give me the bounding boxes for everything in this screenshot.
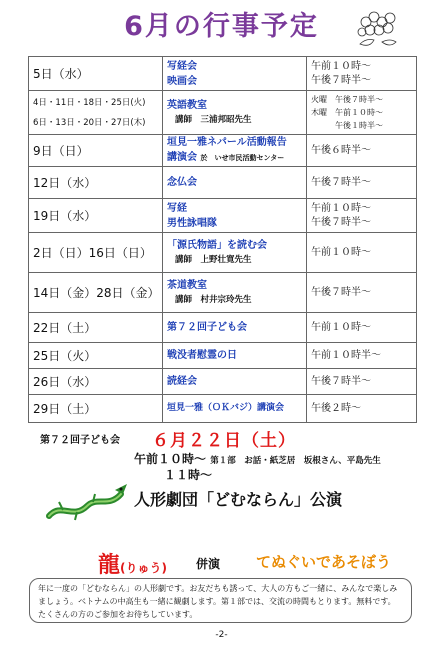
table-row (29, 135, 417, 167)
event-cell: 英語教室 講師 三浦邦昭先生 (163, 91, 307, 135)
notice-box: 年に一度の「どむならん」の人形劇です。お友だちも誘って、大人の方もご一緒に、みんなで楽しみましょう。ベトナムの中高生も一緒に観劇します。第１部では、交流の時間もとります。無料です。たくさんの方のご参加をお待ちしています。 (29, 578, 412, 623)
event-cell: 茶道教室 講師 村井宗玲先生 (163, 273, 307, 313)
hydrangea-illustration-icon (352, 8, 402, 52)
time-cell: 火曜 午後７時半～ 木曜 午前１０時～ 午後１時半～ (307, 91, 417, 135)
table-row (29, 313, 417, 343)
date-cell: 12日（水） (29, 167, 163, 199)
date-cell: 25日（火） (29, 343, 163, 369)
date-cell: 19日（水） (29, 199, 163, 233)
time-cell: 午前１０時～ (307, 233, 417, 273)
program-line-1: 午前１０時～ 第１部 お話・紙芝居 坂根さん、平島先生 (134, 452, 381, 466)
date-cell: 2日（日）16日（日） (29, 233, 163, 273)
date-cell: 14日（金）28日（金） (29, 273, 163, 313)
event-cell: 読経会 (163, 369, 307, 395)
event-cell: 垣見一雅（ＯＫバジ）講演会 (163, 395, 307, 423)
time-cell: 午前１０時～ (307, 313, 417, 343)
table-row (29, 167, 417, 199)
heien-label: 併演 (196, 557, 221, 571)
page-number: -2- (215, 630, 228, 640)
date-cell: 5日（水） (29, 57, 163, 91)
date-cell: 26日（水） (29, 369, 163, 395)
table-row (29, 369, 417, 395)
table-row (29, 91, 417, 135)
table-row (29, 273, 417, 313)
event-cell: 第７２回子ども会 (163, 313, 307, 343)
program-line-2: １１時～ (164, 468, 213, 482)
schedule-table (28, 56, 417, 423)
time-cell: 午前１０時～ 午後７時半～ (307, 199, 417, 233)
dragon-illustration-icon (43, 472, 129, 532)
time-cell: 午前１０時半～ (307, 343, 417, 369)
table-row (29, 233, 417, 273)
ryu-show-title: 龍(りゅう) (98, 553, 167, 578)
tenugui-show-title: てぬぐいであそぼう (256, 553, 392, 571)
event-cell: 写経会 映画会 (163, 57, 307, 91)
puppet-show-title: 人形劇団「どむならん」公演 (134, 490, 343, 509)
time-cell: 午後７時半～ (307, 167, 417, 199)
table-row (29, 395, 417, 423)
kodomo-label: 第７２回子ども会 (40, 435, 120, 446)
table-row (29, 57, 417, 91)
date-cell: 9日（日） (29, 135, 163, 167)
time-cell: 午後６時半～ (307, 135, 417, 167)
event-cell: 写経 男性詠唱隊 (163, 199, 307, 233)
time-cell: 午後７時半～ (307, 369, 417, 395)
table-row (29, 199, 417, 233)
date-cell: 29日（土） (29, 395, 163, 423)
time-cell: 午後２時～ (307, 395, 417, 423)
table-row (29, 343, 417, 369)
page-title: 6月の行事予定 (124, 11, 319, 42)
date-cell: 4日・11日・18日・25日(火) 6日・13日・20日・27日(木) (29, 91, 163, 135)
time-cell: 午前１０時～ 午後７時半～ (307, 57, 417, 91)
date-cell: 22日（土） (29, 313, 163, 343)
kodomo-date: ６月２２日（土） (152, 431, 296, 451)
time-cell: 午後７時半～ (307, 273, 417, 313)
event-cell: 戦没者慰霊の日 (163, 343, 307, 369)
event-cell: 垣見一雅ネパール活動報告 講演会 於 いせ市民活動センター (163, 135, 307, 167)
event-cell: 念仏会 (163, 167, 307, 199)
event-cell: 「源氏物語」を読む会 講師 上野壮寛先生 (163, 233, 307, 273)
